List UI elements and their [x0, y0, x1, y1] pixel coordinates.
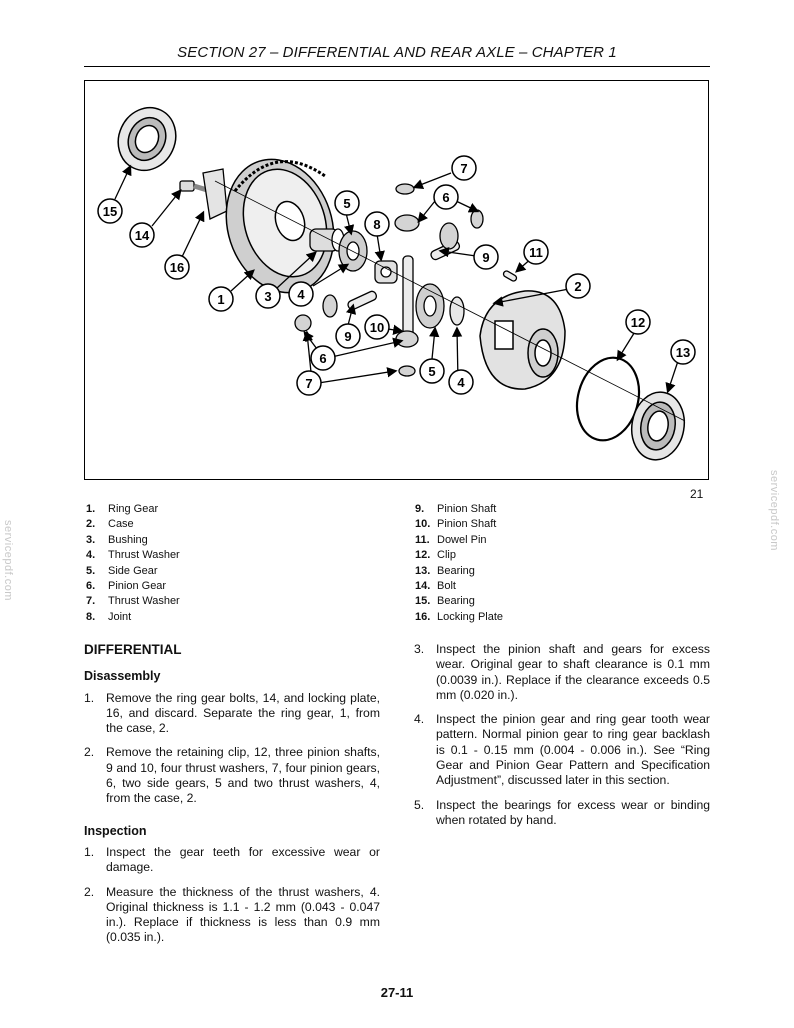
body-left-column: [84, 638, 380, 955]
legend-item: [86, 594, 346, 609]
callout-11: 11: [529, 245, 543, 260]
legend-left-column: [86, 502, 346, 625]
step-number: 1.: [84, 844, 95, 859]
step-number: 5.: [414, 797, 425, 812]
legend-number: 6.: [86, 580, 96, 593]
bearing-13-drawing: [626, 388, 689, 464]
inspection-step: [84, 845, 380, 876]
callout-4-bottom: 4: [457, 375, 465, 390]
callout-7-bottom: 7: [305, 376, 313, 391]
callout-8: 8: [373, 217, 381, 232]
legend-number: 11.: [415, 533, 430, 546]
legend-label: Case: [108, 518, 134, 531]
step-text: Inspect the pinion shaft and gears for excess wear. Original gear to shaft clearance is 0.1 mm (0.0039 in.). Replace if the clearance exceeds 0.5 mm (0.020 in.).: [436, 642, 710, 702]
legend-item: [415, 579, 675, 594]
callout-6-top: 6: [442, 190, 450, 205]
legend-item: [415, 517, 675, 532]
inspection-step: [414, 712, 710, 788]
inspection-step: [414, 642, 710, 703]
step-number: 2.: [84, 745, 95, 760]
legend-label: Pinion Shaft: [437, 503, 497, 515]
legend-label: Locking Plate: [437, 610, 504, 623]
locking-plate-16-drawing: [203, 169, 227, 219]
legend-label: Pinion Gear: [108, 580, 167, 593]
callout-7-top: 7: [460, 161, 468, 176]
inspection-heading: Inspection: [84, 823, 147, 838]
step-text: Inspect the gear teeth for excessive wear or damage.: [106, 844, 380, 875]
legend-item: [86, 517, 346, 532]
legend-item: [86, 564, 346, 579]
callout-15: 15: [102, 204, 118, 219]
legend-label: Dowel Pin: [437, 533, 487, 546]
legend-item: [415, 610, 675, 625]
legend-label: Pinion Shaft: [437, 518, 497, 531]
legend-number: 8.: [86, 610, 96, 623]
legend-number: 5.: [86, 564, 96, 577]
legend-number: 1.: [86, 503, 96, 515]
disassembly-step: [84, 745, 380, 806]
legend-item: [86, 579, 346, 594]
ring-gear-1-drawing: [210, 145, 351, 306]
callout-9-right: 9: [482, 250, 490, 265]
callout-10: 10: [369, 320, 385, 335]
bearing-15-drawing: [108, 98, 186, 180]
case-2-drawing: [480, 291, 565, 389]
pinion-shaft-10-drawing: [403, 256, 413, 341]
exploded-diagram-figure: [84, 80, 709, 480]
step-text: Remove the ring gear bolts, 14, and locking plate, 16, and discard. Separate the ring gear, 1, from the case, 2.: [106, 690, 380, 736]
header-rule: [84, 66, 710, 67]
legend-label: Bearing: [437, 595, 475, 608]
dowel-pin-11-drawing: [502, 270, 517, 282]
callout-4: 4: [297, 287, 305, 302]
callout-6-bottom: 6: [319, 351, 327, 366]
legend-item: [415, 533, 675, 548]
callout-1: 1: [217, 292, 225, 307]
legend-item: [415, 564, 675, 579]
section-title: DIFFERENTIAL: [84, 642, 182, 657]
legend-item: [86, 533, 346, 548]
legend-label: Thrust Washer: [108, 595, 180, 608]
legend-label: Bushing: [108, 533, 148, 546]
legend-item: [86, 548, 346, 563]
step-text: Inspect the pinion gear and ring gear tooth wear pattern. Normal pinion gear to ring gear backlash is 0.1 - 0.15 mm (0.004 - 0.006 in.). See “Ring Gear and Pinion Gear Pattern and Specification Adjustment”, discussed later in this section.: [436, 712, 710, 788]
legend-label: Joint: [108, 610, 132, 623]
callout-14: 14: [134, 228, 150, 243]
legend-item: [415, 548, 675, 563]
section-header: SECTION 27 – DIFFERENTIAL AND REAR AXLE – CHAPTER 1: [177, 44, 617, 61]
legend-number: 15.: [415, 595, 431, 608]
step-number: 4.: [414, 712, 425, 727]
inspection-step: [414, 798, 710, 829]
differential-exploded-view: [85, 81, 707, 478]
disassembly-heading: Disassembly: [84, 669, 161, 684]
step-text: Remove the retaining clip, 12, three pinion shafts, 9 and 10, four thrust washers, 7, four pinion gears, 6, two side gears, 5 and two thrust washers, 4, from the case, 2.: [106, 745, 380, 806]
step-text: Measure the thickness of the thrust washers, 4. Original thickness is 1.1 - 1.2 mm (0.043 - 0.047 in.). Replace if thickness is less than 0.9 mm (0.035 in.).: [106, 884, 380, 945]
legend-number: 10.: [415, 518, 431, 531]
inspection-step: [84, 885, 380, 946]
legend-number: 9.: [415, 503, 425, 515]
legend-label: Thrust Washer: [108, 549, 180, 562]
legend-label: Bolt: [437, 580, 456, 593]
callout-16: 16: [169, 260, 185, 275]
legend-number: 14.: [415, 580, 431, 593]
legend-number: 16.: [415, 610, 431, 623]
legend-number: 7.: [86, 595, 96, 608]
legend-item: [415, 502, 675, 517]
watermark-left: servicepdf.com: [2, 520, 14, 601]
legend-label: Clip: [437, 549, 456, 562]
body-right-column: [414, 642, 710, 837]
callout-2: 2: [574, 279, 582, 294]
legend-number: 13.: [415, 564, 431, 577]
legend-number: 2.: [86, 518, 96, 531]
callout-12: 12: [630, 315, 646, 330]
callout-5-bottom: 5: [428, 364, 436, 379]
figure-number: 21: [690, 487, 704, 501]
step-number: 3.: [414, 642, 425, 656]
step-number: 1.: [84, 690, 95, 705]
step-text: Inspect the bearings for excess wear or binding when rotated by hand.: [436, 797, 710, 827]
legend-label: Side Gear: [108, 564, 158, 577]
legend-item: [86, 610, 346, 625]
legend-label: Bearing: [437, 564, 475, 577]
side-gear-5-left-drawing: [339, 231, 367, 271]
page-number: 27-11: [380, 985, 414, 1000]
callout-9-left: 9: [344, 329, 352, 344]
callout-3: 3: [264, 289, 272, 304]
watermark-right: servicepdf.com: [768, 470, 780, 551]
legend-number: 4.: [86, 549, 96, 562]
legend-item: [86, 502, 346, 517]
legend-label: Ring Gear: [108, 503, 159, 515]
legend-item: [415, 594, 675, 609]
step-number: 2.: [84, 884, 95, 899]
disassembly-step: [84, 691, 380, 737]
legend-number: 12.: [415, 549, 431, 562]
side-gear-5-right-drawing: [416, 284, 464, 328]
callout-13: 13: [675, 345, 691, 360]
callout-5: 5: [343, 196, 351, 211]
legend-right-column: [415, 502, 675, 625]
legend-number: 3.: [86, 533, 96, 546]
